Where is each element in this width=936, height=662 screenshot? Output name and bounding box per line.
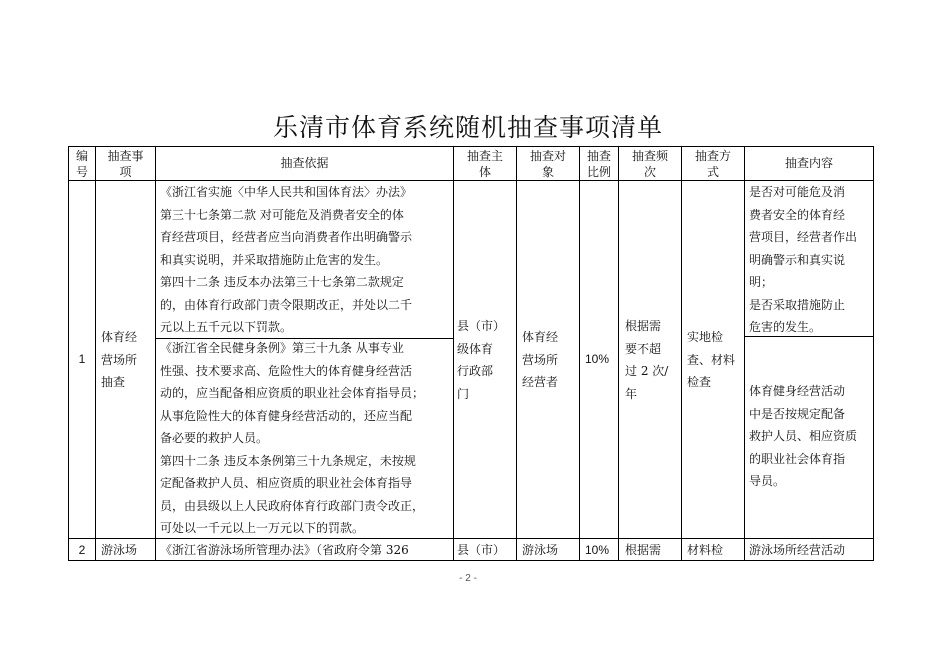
header-text: 项 xyxy=(119,165,132,179)
text-line: 要不超 xyxy=(625,341,662,356)
text-line: 门 xyxy=(457,386,470,401)
text-line: 查、材料 xyxy=(687,352,736,367)
header-text: 抽查 xyxy=(586,149,611,163)
header-basis xyxy=(156,155,453,171)
text-line: 危害的发生。 xyxy=(749,320,822,334)
row-1-content-part-2 xyxy=(749,380,873,493)
text-line: 导员。 xyxy=(749,474,786,488)
text-line: 是否采取措施防止 xyxy=(749,297,846,312)
text-line: 明； xyxy=(749,275,774,289)
text-line: 体育健身经营活动 xyxy=(749,384,846,398)
text-line: 第三十七条第二款 对可能危及消费者安全的体 xyxy=(160,207,404,222)
header-text: 次 xyxy=(643,165,656,179)
header-text: 号 xyxy=(75,165,88,179)
text-line: 救护人员、相应资质 xyxy=(749,429,858,443)
header-text: 抽查主 xyxy=(466,149,503,163)
header-object xyxy=(517,148,579,180)
text-line: 检查 xyxy=(687,375,712,389)
row-1-item xyxy=(101,326,155,394)
row-1-subject xyxy=(457,315,516,405)
header-text: 体 xyxy=(478,165,491,179)
page-number: - 2 - xyxy=(459,573,477,584)
header-item xyxy=(96,148,155,180)
row-1-basis-part-2 xyxy=(160,337,452,540)
text-line: 营场所 xyxy=(522,352,559,367)
row-1-ratio: 10% xyxy=(585,352,610,366)
text-line: 体育经 xyxy=(101,330,138,344)
text-line: 费者安全的体育经 xyxy=(749,207,846,222)
row-2-number: 2 xyxy=(78,543,86,557)
header-subject xyxy=(454,148,516,180)
text-line: 《浙江省全民健身条例》第三十九条 从事专业 xyxy=(160,341,404,355)
text-line: 营项目，经营者作出 xyxy=(749,230,858,244)
text-line: 年 xyxy=(625,386,638,401)
text-line: 的职业社会体育指 xyxy=(749,451,846,466)
row-2-frequency: 根据需 xyxy=(625,543,662,557)
row-2-ratio: 10% xyxy=(585,543,610,557)
header-content xyxy=(745,155,873,171)
text-line: 《浙江省实施〈中华人民共和国体育法〉办法》 xyxy=(160,185,413,199)
text-line: 抽查 xyxy=(101,375,126,389)
row-1-basis-part-1 xyxy=(160,181,452,339)
row-2-basis: 《浙江省游泳场所管理办法》（省政府令第 326 xyxy=(160,543,409,557)
text-line: 根据需 xyxy=(625,319,662,333)
header-method xyxy=(682,148,744,180)
header-number xyxy=(69,148,95,180)
text-line: 过 2 次/ xyxy=(625,364,669,378)
text-line: 实地检 xyxy=(687,330,724,344)
text-line: 第四十二条 违反本办法第三十七条第二款规定 xyxy=(160,275,404,289)
text-line: 县（市） xyxy=(457,319,506,333)
header-text: 抽查依据 xyxy=(280,156,329,170)
text-line: 元以上五千元以下罚款。 xyxy=(160,320,293,334)
text-line: 中是否按规定配备 xyxy=(749,406,846,421)
text-line: 是否对可能危及消 xyxy=(749,185,846,199)
row-2-content: 游泳场所经营活动 xyxy=(749,543,846,557)
text-line: 性强、技术要求高、危险性大的体育健身经营活 xyxy=(160,363,413,378)
header-text: 式 xyxy=(706,165,719,179)
header-text: 抽查事 xyxy=(107,149,144,163)
row-2-method: 材料检 xyxy=(687,543,724,557)
text-line: 定配备救护人员、相应资质的职业社会体育指导 xyxy=(160,476,413,490)
text-line: 营场所 xyxy=(101,352,138,367)
text-line: 级体育 xyxy=(457,341,494,356)
text-line: 的，由体育行政部门责令限期改正，并处以二千 xyxy=(160,297,413,312)
header-ratio xyxy=(580,148,618,180)
row-2-item: 游泳场 xyxy=(101,543,138,557)
text-line: 可处以一千元以上一万元以下的罚款。 xyxy=(160,521,365,535)
text-line: 明确警示和真实说 xyxy=(749,252,846,267)
text-line: 和真实说明，并采取措施防止危害的发生。 xyxy=(160,252,389,267)
text-line: 动的，应当配备相应资质的职业社会体育指导员； xyxy=(160,386,425,400)
header-text: 象 xyxy=(541,165,554,179)
row-2-subject: 县（市） xyxy=(457,543,506,557)
text-line: 经营者 xyxy=(522,375,559,389)
header-text: 抽查对 xyxy=(529,149,566,163)
text-line: 体育经 xyxy=(522,330,559,344)
row-1-content-part-1 xyxy=(749,181,873,339)
text-line: 员，由县级以上人民政府体育行政部门责令改正， xyxy=(160,498,425,513)
header-text: 抽查内容 xyxy=(784,156,833,170)
document-title: 乐清市体育系统随机抽查事项清单 xyxy=(272,113,663,142)
text-line: 育经营项目，经营者应当向消费者作出明确警示 xyxy=(160,230,413,244)
header-text: 抽查方 xyxy=(694,149,731,163)
row-1-object xyxy=(522,326,579,394)
header-text: 编 xyxy=(75,149,88,163)
header-text: 抽查频 xyxy=(631,149,668,163)
text-line: 备必要的救护人员。 xyxy=(160,431,269,445)
header-text: 比例 xyxy=(586,165,611,179)
row-1-number: 1 xyxy=(78,352,86,366)
row-2-object: 游泳场 xyxy=(522,543,559,557)
text-line: 行政部 xyxy=(457,364,494,378)
row-1-frequency xyxy=(625,315,681,405)
text-line: 从事危险性大的体育健身经营活动的，还应当配 xyxy=(160,408,413,423)
header-frequency xyxy=(619,148,681,180)
row-1-method xyxy=(687,326,744,394)
text-line: 第四十二条 违反本条例第三十九条规定，未按规 xyxy=(160,453,416,468)
